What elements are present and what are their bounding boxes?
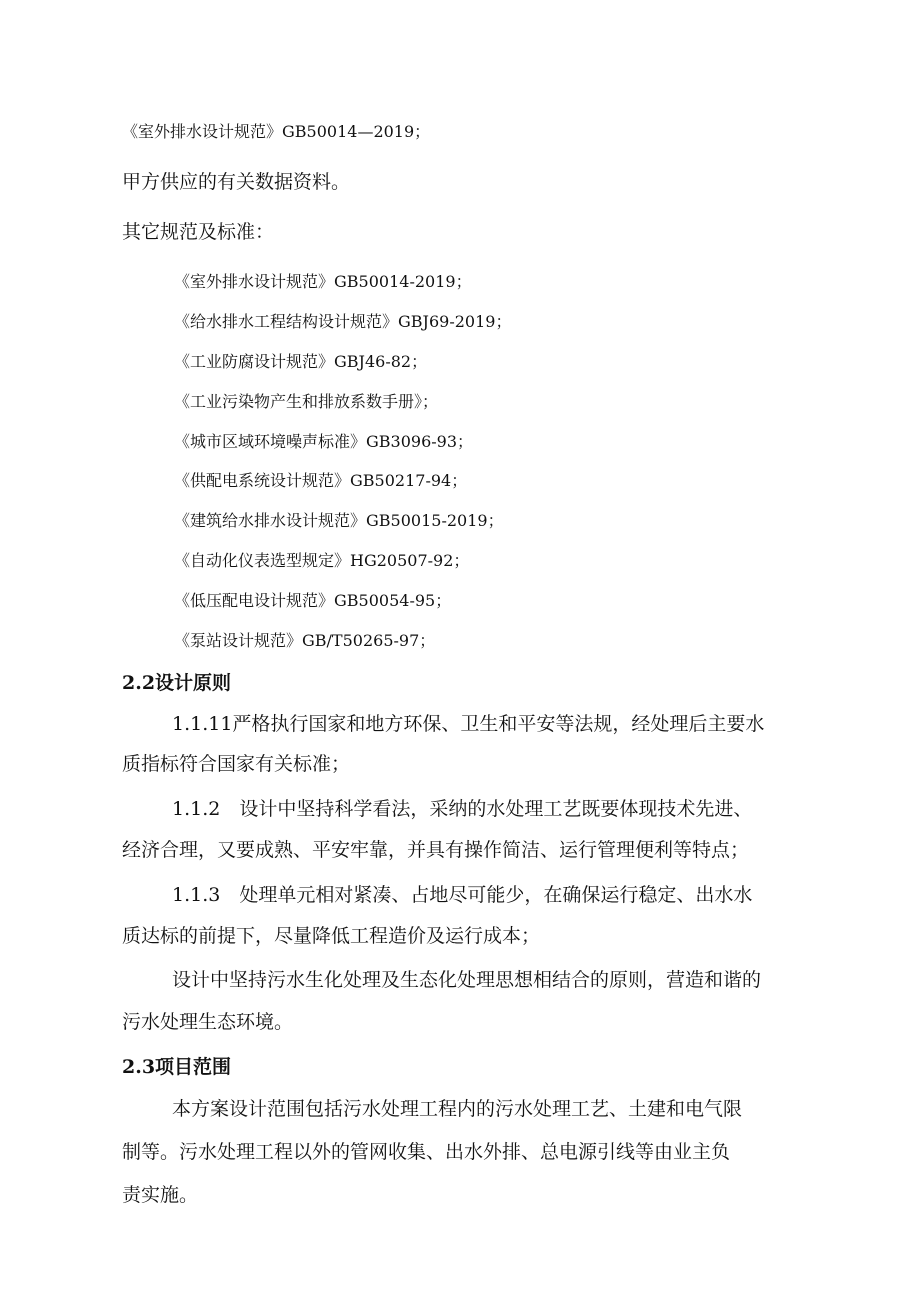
paragraph-line: 经济合理，又要成熟、平安牢靠，并具有操作简洁、运行管理便利等特点；	[122, 839, 750, 861]
paragraph-line: 污水处理生态环境。	[122, 1011, 294, 1033]
other-standards-heading: 其它规范及标准：	[122, 221, 275, 243]
paragraph-line: 质指标符合国家有关标准；	[122, 753, 351, 775]
intro-standard: 《室外排水设计规范》GB50014—2019；	[122, 122, 431, 141]
standard-item: 《室外排水设计规范》GB50014-2019；	[174, 272, 472, 291]
paragraph-line: 制等。污水处理工程以外的管网收集、出水外排、总电源引线等由业主负	[122, 1141, 731, 1163]
standard-item: 《建筑给水排水设计规范》GB50015-2019；	[174, 511, 504, 530]
section-heading-2-2: 2.2设计原则	[122, 672, 232, 694]
paragraph-line: 设计中坚持污水生化处理及生态化处理思想相结合的原则，营造和谐的	[172, 969, 762, 991]
standard-item: 《城市区域环境噪声标准》GB3096-93；	[174, 432, 474, 451]
standard-item: 《供配电系统设计规范》GB50217-94；	[174, 471, 468, 490]
standard-item: 《泵站设计规范》GB/T50265-97；	[174, 631, 436, 650]
standard-item: 《自动化仪表选型规定》HG20507-92；	[174, 551, 470, 570]
paragraph-line: 责实施。	[122, 1184, 199, 1206]
paragraph-line: 1.1.3 处理单元相对紧凑、占地尽可能少，在确保运行稳定、出水水	[172, 884, 753, 906]
standard-item: 《给水排水工程结构设计规范》GBJ69-2019；	[174, 312, 512, 331]
standard-item: 《工业污染物产生和排放系数手册》；	[174, 392, 439, 411]
paragraph-line: 1.1.11严格执行国家和地方环保、卫生和平安等法规，经处理后主要水	[172, 713, 765, 735]
section-heading-2-3: 2.3项目范围	[122, 1056, 232, 1078]
standard-item: 《低压配电设计规范》GB50054-95；	[174, 591, 452, 610]
paragraph-line: 本方案设计范围包括污水处理工程内的污水处理工艺、土建和电气限	[172, 1098, 743, 1120]
owner-data-line: 甲方供应的有关数据资料。	[122, 171, 351, 193]
paragraph-line: 质达标的前提下，尽量降低工程造价及运行成本；	[122, 925, 541, 947]
standard-item: 《工业防腐设计规范》GBJ46-82；	[174, 352, 428, 371]
paragraph-line: 1.1.2 设计中坚持科学看法，采纳的水处理工艺既要体现技术先进、	[172, 798, 753, 820]
